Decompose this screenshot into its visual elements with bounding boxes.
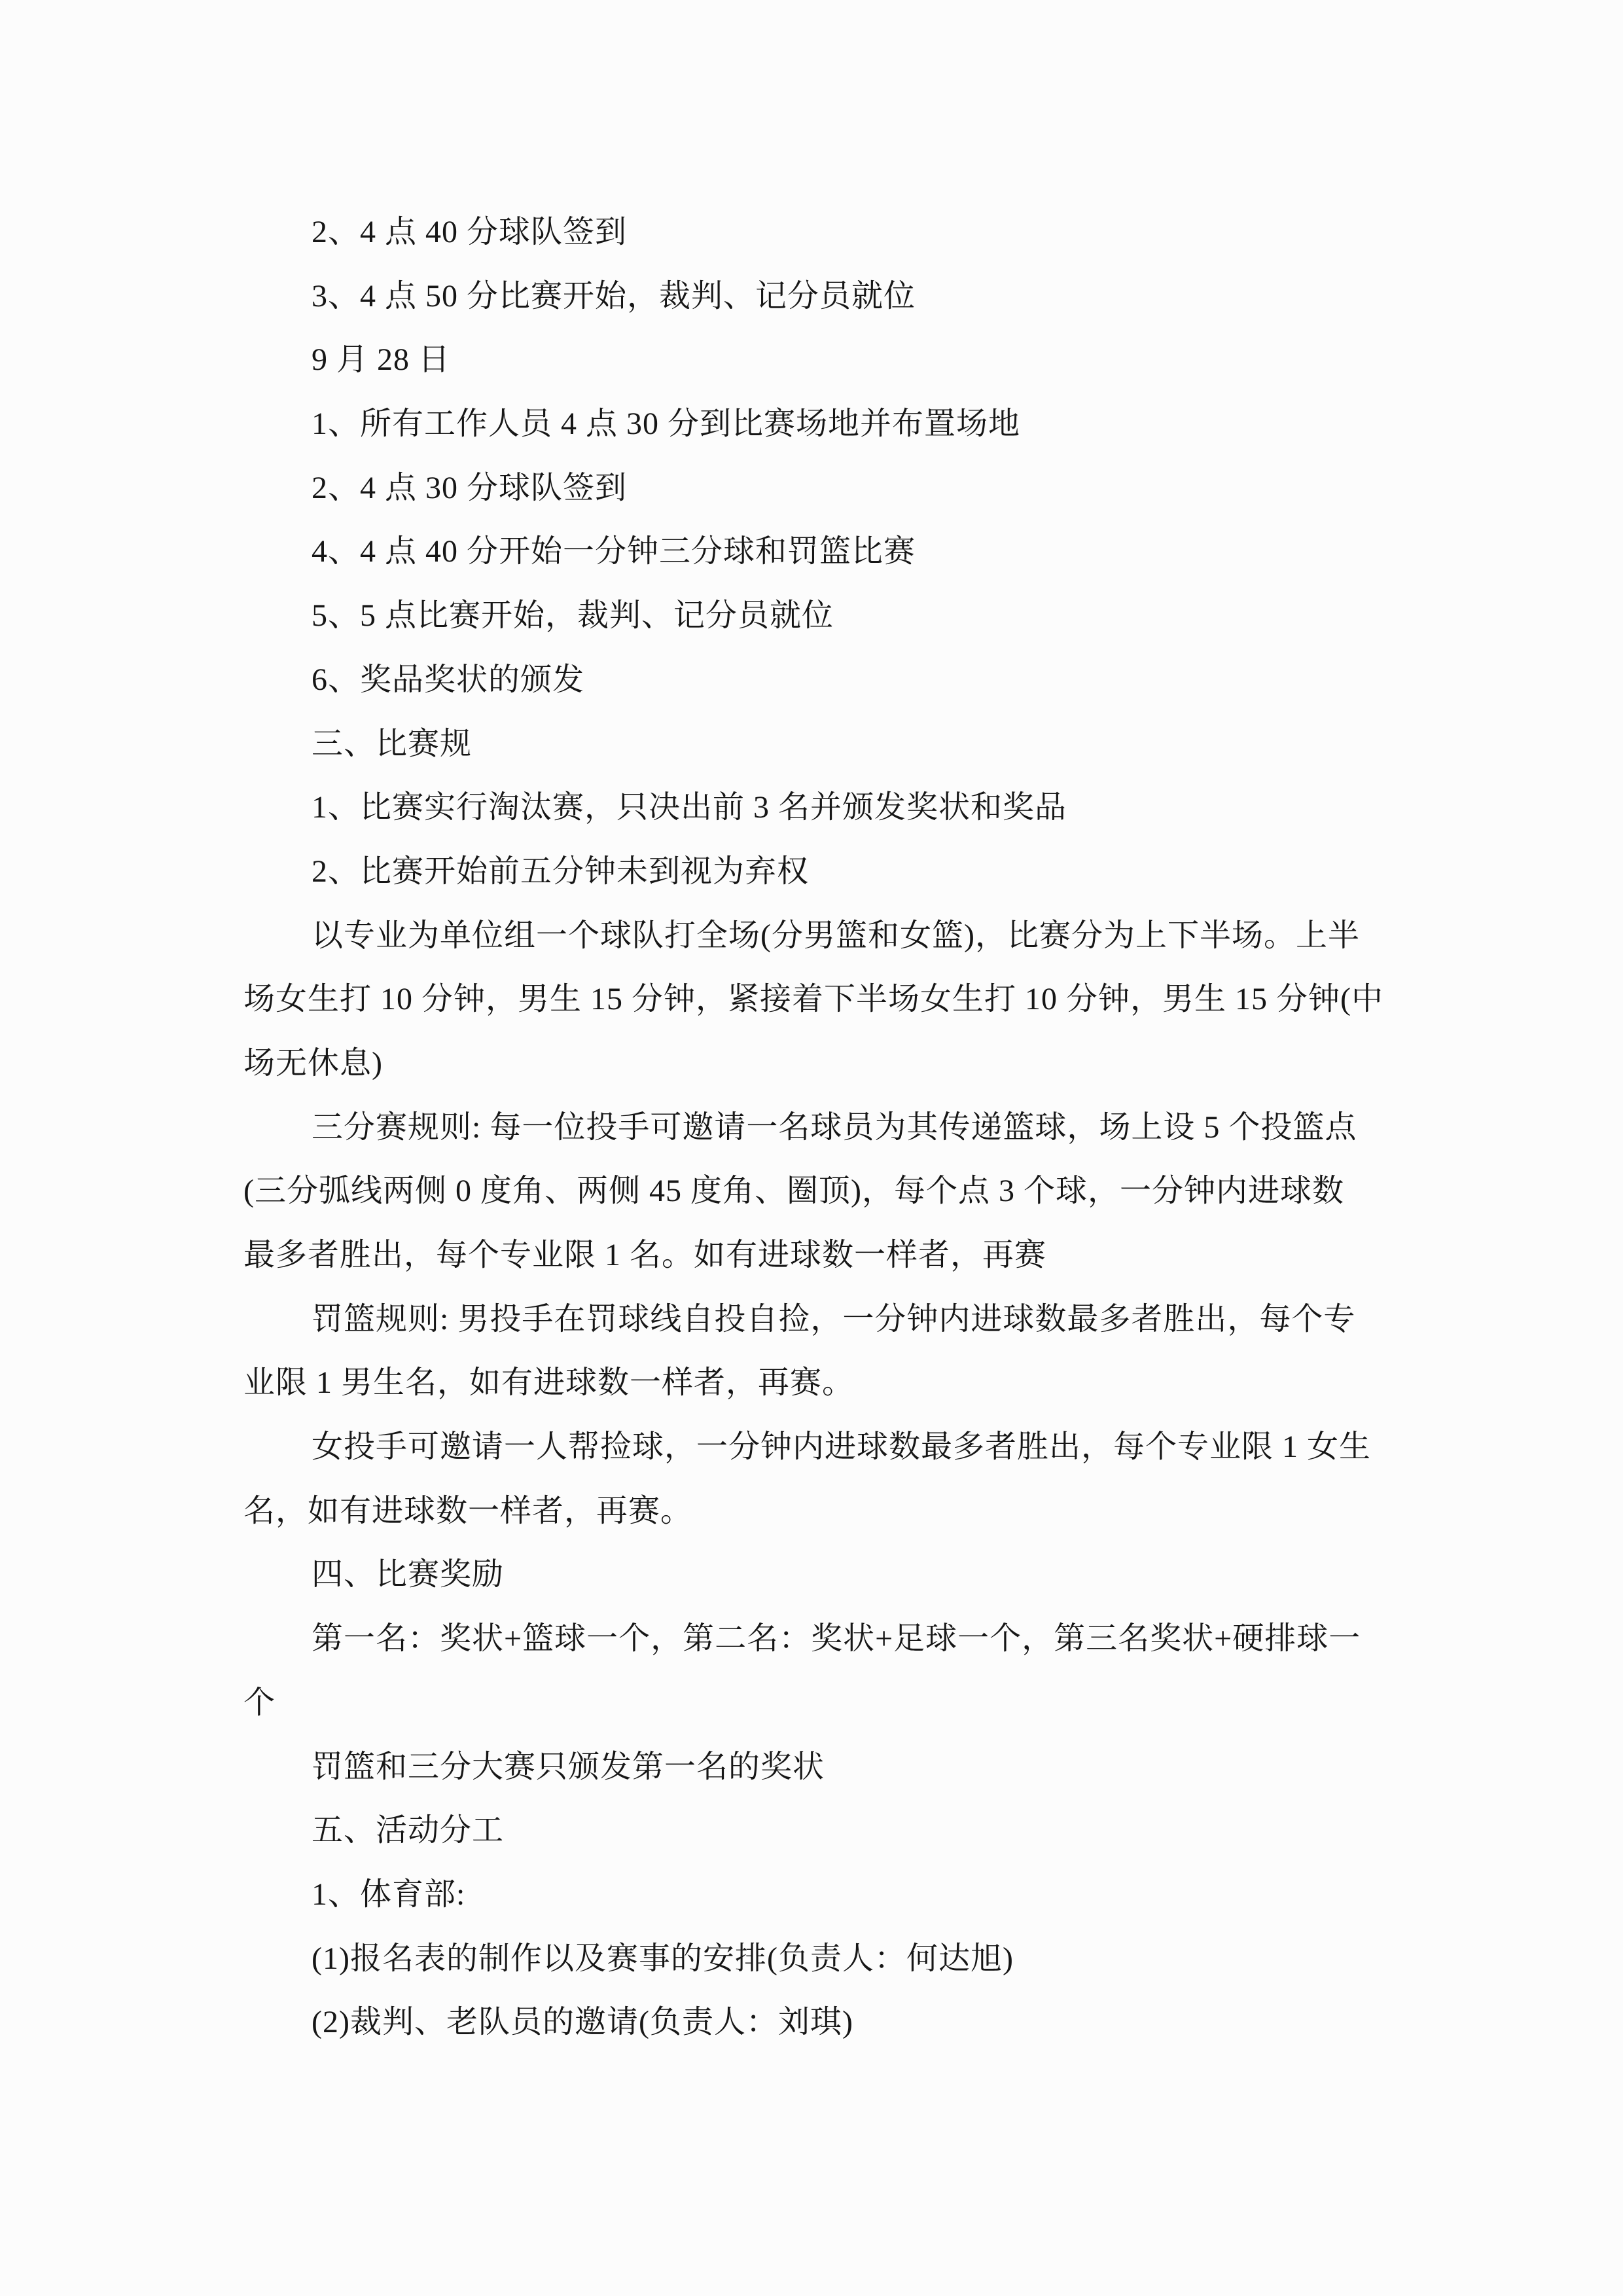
text-line: 5、5 点比赛开始，裁判、记分员就位 <box>312 598 834 634</box>
text-line: (三分弧线两侧 0 度角、两侧 45 度角、圈顶)，每个点 3 个球，一分钟内进球数 <box>243 1174 1344 1209</box>
text-line: 罚篮规则: 男投手在罚球线自投自捡，一分钟内进球数最多者胜出，每个专 <box>312 1301 1356 1336</box>
text-line: 业限 1 男生名，如有进球数一样者，再赛。 <box>243 1365 855 1401</box>
text-line: 4、4 点 40 分开始一分钟三分球和罚篮比赛 <box>312 534 916 569</box>
text-line: 名，如有进球数一样者，再赛。 <box>243 1493 693 1528</box>
text-line: (1)报名表的制作以及赛事的安排(负责人：何达旭) <box>312 1941 1014 1976</box>
text-line: 3、4 点 50 分比赛开始，裁判、记分员就位 <box>312 278 916 314</box>
text-line: 2、比赛开始前五分钟未到视为弃权 <box>312 853 810 889</box>
text-line: 三分赛规则: 每一位投手可邀请一名球员为其传递篮球，场上设 5 个投篮点 <box>312 1109 1357 1145</box>
text-line: 第一名：奖状+篮球一个，第二名：奖状+足球一个，第三名奖状+硬排球一 <box>312 1621 1361 1657</box>
text-line: 1、比赛实行淘汰赛，只决出前 3 名并颁发奖状和奖品 <box>312 790 1067 825</box>
text-line: 四、比赛奖励 <box>312 1557 505 1592</box>
text-line: 2、4 点 30 分球队签到 <box>312 470 628 505</box>
text-line: 三、比赛规 <box>312 726 473 761</box>
text-line: 以专业为单位组一个球队打全场(分男篮和女篮)，比赛分为上下半场。上半 <box>312 918 1360 953</box>
text-line: 女投手可邀请一人帮捡球，一分钟内进球数最多者胜出，每个专业限 1 女生 <box>312 1429 1372 1465</box>
text-line: 9 月 28 日 <box>312 342 451 378</box>
text-line: 2、4 点 40 分球队签到 <box>312 215 628 249</box>
text-line: 6、奖品奖状的颁发 <box>312 662 585 697</box>
text-line: 罚篮和三分大赛只颁发第一名的奖状 <box>312 1749 825 1784</box>
text-line: 五、活动分工 <box>312 1813 505 1848</box>
text-line: (2)裁判、老队员的邀请(负责人：刘琪) <box>312 2005 853 2040</box>
text-line: 1、所有工作人员 4 点 30 分到比赛场地并布置场地 <box>312 406 1021 442</box>
text-line: 1、体育部: <box>312 1876 466 1912</box>
document-body <box>243 200 1395 2054</box>
text-line: 最多者胜出，每个专业限 1 名。如有进球数一样者，再赛 <box>243 1238 1047 1272</box>
text-line: 场女生打 10 分钟，男生 15 分钟，紧接着下半场女生打 10 分钟，男生 15 分钟(中 <box>243 982 1383 1017</box>
text-line: 场无休息) <box>243 1045 383 1081</box>
text-line: 个 <box>243 1685 276 1720</box>
